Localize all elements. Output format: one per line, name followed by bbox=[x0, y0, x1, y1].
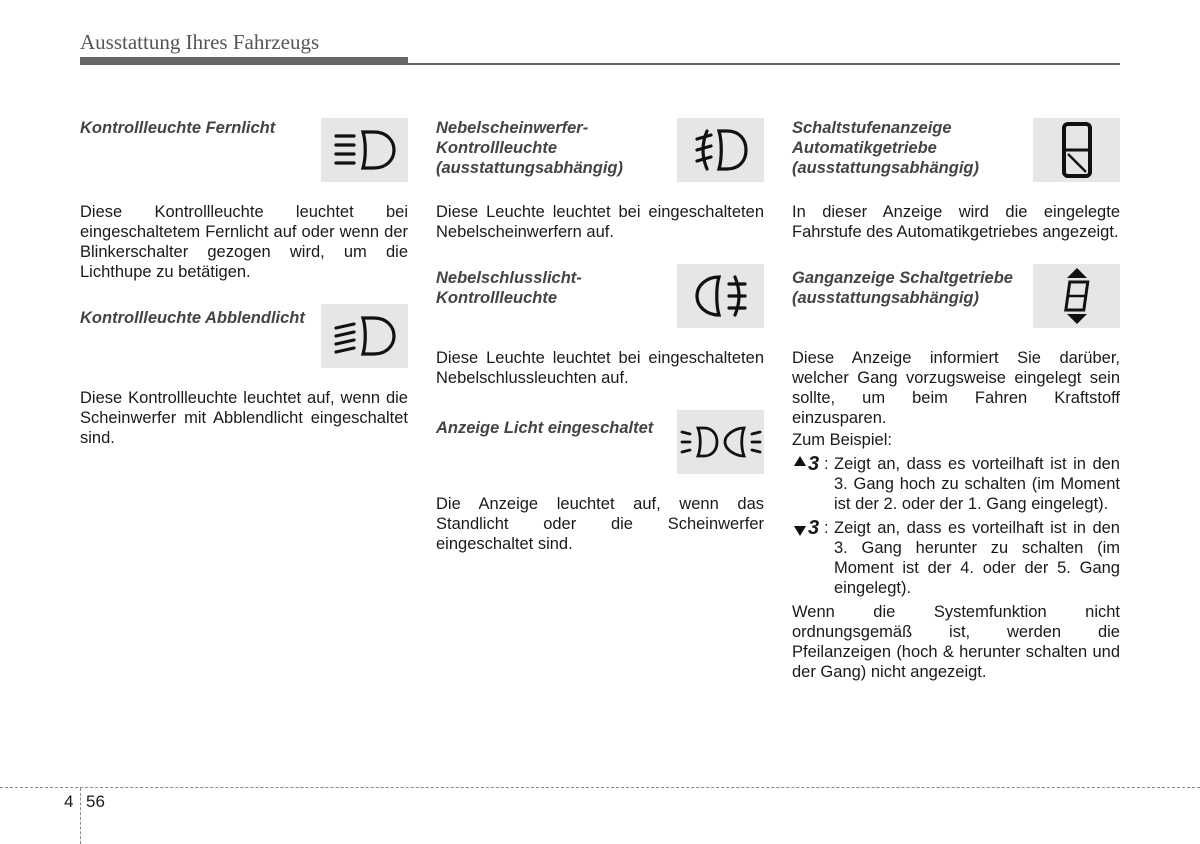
page-number: 56 bbox=[86, 792, 105, 811]
section-text: Diese Anzeige informiert Sie darüber, welcher Gang vorzugsweise eingelegt sein sollte, um beim Fahren Kraftstoff einzusparen. bbox=[792, 349, 1120, 427]
shift-down-example bbox=[792, 518, 1120, 598]
example-label: Zum Beispiel: bbox=[792, 431, 892, 449]
colon: : bbox=[824, 519, 829, 537]
section-text: In dieser Anzeige wird die eingelegte Fahrstufe des Automatikgetriebes angezeigt. bbox=[792, 203, 1120, 241]
closing-text: Wenn die Systemfunktion nicht ordnungsgemäß ist, werden die Pfeilanzeigen (hoch & herunter schalten und der Gang) nicht angezeigt. bbox=[792, 603, 1120, 681]
section-text: Diese Kontrollleuchte leuchtet auf, wenn die Scheinwerfer mit Abblendlicht eingeschaltet sind. bbox=[80, 389, 408, 447]
column-3 bbox=[792, 118, 1120, 682]
section-title: Ganganzeige Schaltgetriebe (ausstattungsabhängig) bbox=[792, 269, 1013, 307]
shift-up-text: Zeigt an, dass es vorteilhaft ist in den 3. Gang hoch zu schalten (im Moment ist der 2. oder der 1. Gang eingelegt). bbox=[834, 455, 1120, 513]
shift-down-text: Zeigt an, dass es vorteilhaft ist in den 3. Gang herunter zu schalten (im Moment ist der 4. oder der 5. Gang eingelegt). bbox=[834, 519, 1120, 597]
arrow-down-icon bbox=[794, 526, 806, 536]
low-beam-icon bbox=[330, 312, 400, 360]
shift-down-digit: 3 bbox=[808, 517, 820, 539]
section-light-on bbox=[436, 410, 764, 554]
front-fog-light-icon bbox=[691, 125, 751, 175]
high-beam-icon bbox=[330, 126, 400, 174]
page-header-title: Ausstattung Ihres Fahrzeugs bbox=[80, 30, 320, 54]
section-front-fog bbox=[436, 118, 764, 242]
rear-fog-light-icon bbox=[691, 271, 751, 321]
footer-divider bbox=[80, 788, 81, 844]
section-title: Nebelschlusslicht-Kontrollleuchte bbox=[436, 269, 582, 307]
section-text: Diese Kontrollleuchte leuchtet bei eingeschaltetem Fernlicht auf oder wenn der Blinkerschalter gezogen wird, um die Lichthupe zu betätigen. bbox=[80, 203, 408, 281]
chapter-number: 4 bbox=[64, 792, 74, 811]
section-text: Diese Leuchte leuchtet bei eingeschalteten Nebelscheinwerfern auf. bbox=[436, 203, 764, 241]
section-shift-indicator bbox=[792, 264, 1120, 682]
light-on-icon bbox=[680, 422, 762, 462]
section-low-beam bbox=[80, 304, 408, 448]
section-title: Anzeige Licht eingeschaltet bbox=[436, 419, 654, 437]
section-title: Kontrollleuchte Fernlicht bbox=[80, 119, 276, 137]
section-text: Diese Leuchte leuchtet bei eingeschalteten Nebelschlussleuchten auf. bbox=[436, 349, 764, 387]
section-title: Nebelscheinwerfer-Kontrollleuchte (ausstattungsabhängig) bbox=[436, 119, 624, 177]
column-1 bbox=[80, 118, 408, 448]
shift-up-digit: 3 bbox=[808, 453, 820, 475]
shift-up-example bbox=[792, 454, 1120, 514]
section-title: Schaltstufenanzeige Automatikgetriebe (ausstattungsabhängig) bbox=[792, 119, 980, 177]
section-high-beam bbox=[80, 118, 408, 282]
section-gear-position bbox=[792, 118, 1120, 242]
header-rule bbox=[408, 63, 1120, 65]
section-title: Kontrollleuchte Abblendlicht bbox=[80, 309, 305, 327]
column-2 bbox=[436, 118, 764, 554]
header-bar bbox=[80, 57, 408, 65]
section-text: Die Anzeige leuchtet auf, wenn das Standlicht oder die Scheinwerfer eingeschaltet sind. bbox=[436, 495, 764, 553]
gear-position-display-icon bbox=[1057, 121, 1097, 179]
arrow-up-icon bbox=[794, 456, 806, 466]
footer-rule bbox=[0, 787, 1200, 788]
colon: : bbox=[824, 455, 829, 473]
shift-indicator-icon bbox=[1059, 266, 1095, 326]
section-rear-fog bbox=[436, 264, 764, 388]
